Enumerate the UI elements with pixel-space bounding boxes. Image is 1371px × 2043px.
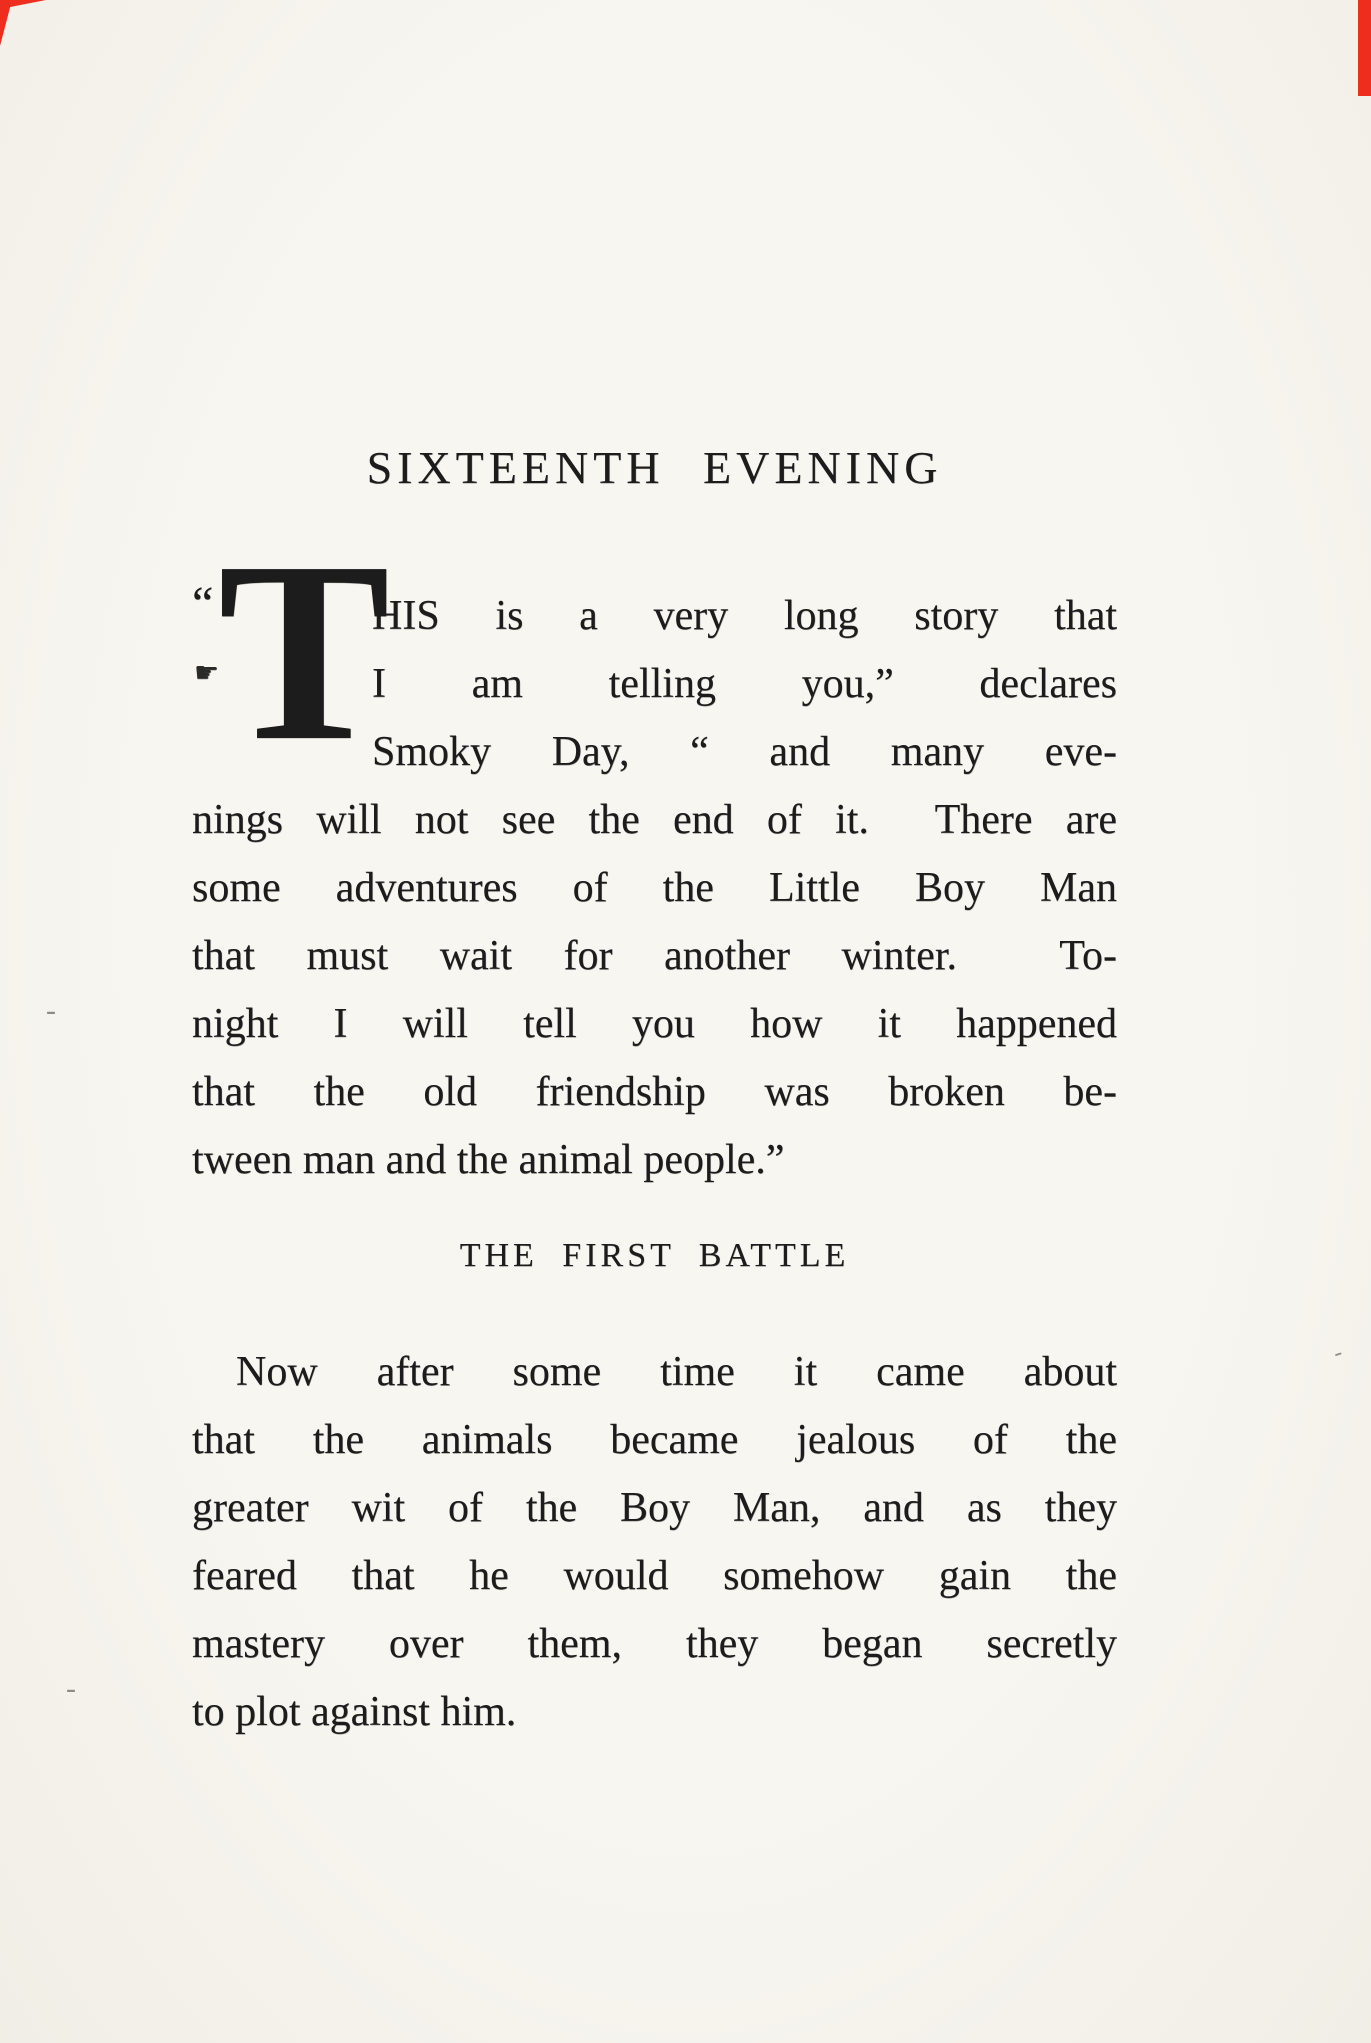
text-line: I am telling you,” declares xyxy=(372,661,1117,707)
text-line: nings will not see the end of it. There are xyxy=(192,797,1117,843)
open-quote-mark: “ xyxy=(192,577,214,630)
text-line: Smoky Day, “ and many eve- xyxy=(372,729,1117,775)
dropcap-block xyxy=(192,508,391,794)
scan-artifact: - xyxy=(46,994,56,1027)
printer-ornament-icon: ☛ xyxy=(194,656,220,689)
dropcap-letter: T xyxy=(218,508,391,794)
scan-artifact: - xyxy=(1330,1339,1346,1367)
text-line: to plot against him. xyxy=(192,1689,517,1735)
text-line: that the old friendship was broken be- xyxy=(192,1069,1117,1115)
section-heading: THE FIRST BATTLE xyxy=(459,1237,850,1274)
text-line: some adventures of the Little Boy Man xyxy=(192,865,1117,911)
text-line: that the animals became jealous of the xyxy=(192,1417,1117,1463)
text-line: tween man and the animal people.” xyxy=(192,1137,785,1183)
text-line: greater wit of the Boy Man, and as they xyxy=(192,1485,1117,1531)
opening-paragraph xyxy=(192,508,1117,1194)
text-line: feared that he would somehow gain the xyxy=(192,1553,1117,1599)
scan-artifact: - xyxy=(66,1672,76,1705)
text-line: Now after some time it came about xyxy=(236,1349,1117,1395)
text-block xyxy=(192,440,1117,1746)
text-line: night I will tell you how it happened xyxy=(192,1001,1117,1047)
second-paragraph xyxy=(192,1338,1117,1746)
scan-red-edge-top-right xyxy=(1358,0,1371,96)
text-line: that must wait for another winter. To- xyxy=(192,933,1117,979)
dropcap-adjacent-lines xyxy=(372,582,1117,786)
scan-red-edge-top-left-2 xyxy=(0,0,46,9)
dropcap-row xyxy=(192,508,1117,794)
text-line: mastery over them, they began secretly xyxy=(192,1621,1117,1667)
chapter-heading: SIXTEENTH EVENING xyxy=(366,442,943,493)
text-line: HIS is a very long story that xyxy=(372,593,1117,639)
paragraph-continuation xyxy=(192,786,1117,1194)
